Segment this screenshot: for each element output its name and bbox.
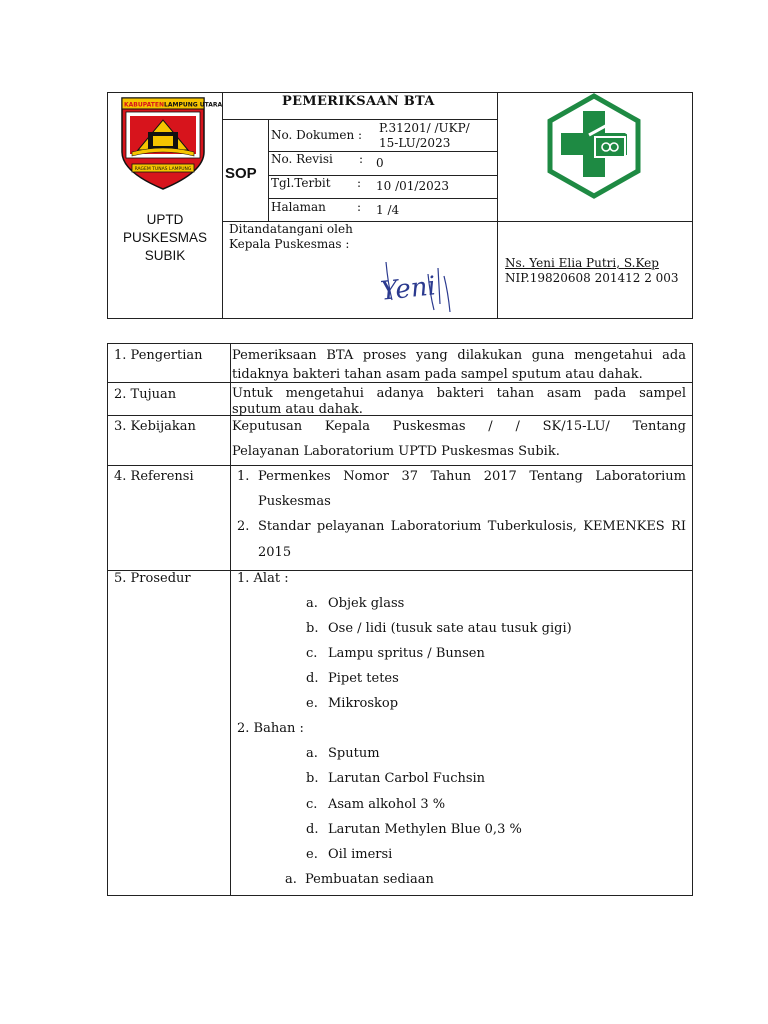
list-letter: a. bbox=[285, 872, 297, 887]
divider bbox=[230, 343, 231, 896]
bahan-title: 2. Bahan : bbox=[237, 721, 304, 736]
divider bbox=[268, 198, 498, 199]
referensi-text: 2015 bbox=[258, 545, 292, 560]
divider bbox=[497, 92, 498, 319]
divider bbox=[222, 92, 223, 319]
referensi-text: Standar pelayanan Laboratorium Tuberkulosis, KEMENKES RI bbox=[258, 519, 686, 534]
bahan-item: Oil imersi bbox=[328, 847, 393, 862]
list-letter: d. bbox=[306, 671, 319, 686]
alat-item: Mikroskop bbox=[328, 696, 399, 711]
referensi-num: 2. bbox=[237, 519, 250, 534]
list-letter: a. bbox=[306, 746, 318, 761]
section-label-pengertian: 1. Pengertian bbox=[114, 348, 203, 363]
field-sep: : bbox=[357, 176, 362, 190]
bahan-item: Larutan Methylen Blue 0,3 % bbox=[328, 822, 522, 837]
section-label-tujuan: 2. Tujuan bbox=[114, 387, 177, 402]
alat-item: Lampu spritus / Bunsen bbox=[328, 646, 485, 661]
field-value-revisi: 0 bbox=[376, 156, 384, 170]
org-name-line: PUSKESMAS bbox=[122, 230, 208, 245]
pengertian-text: Pemeriksaan BTA proses yang dilakukan guna mengetahui ada bbox=[232, 348, 686, 363]
section-label-kebijakan: 3. Kebijakan bbox=[114, 419, 196, 434]
divider bbox=[107, 465, 693, 466]
signature bbox=[378, 254, 458, 316]
org-name-line: UPTD bbox=[146, 212, 184, 227]
alat-title: 1. Alat : bbox=[237, 571, 289, 586]
field-label-revisi: No. Revisi bbox=[271, 152, 333, 166]
field-sep: : bbox=[359, 152, 364, 166]
kebijakan-text: Pelayanan Laboratorium UPTD Puskesmas Subik. bbox=[232, 444, 560, 459]
field-label-dokumen: No. Dokumen : bbox=[271, 128, 363, 142]
field-value-dokumen: P.31201/ /UKP/ bbox=[379, 121, 470, 135]
lampung-utara-logo bbox=[118, 94, 223, 192]
divider bbox=[268, 119, 269, 221]
alat-item: Ose / lidi (tusuk sate atau tusuk gigi) bbox=[328, 621, 572, 636]
signed-by-label: Ditandatangani oleh bbox=[229, 222, 353, 236]
document-title: PEMERIKSAAN BTA bbox=[282, 94, 435, 109]
list-letter: d. bbox=[306, 822, 319, 837]
logo-text-right: LAMPUNG UTARA bbox=[164, 101, 223, 109]
sop-label: SOP bbox=[225, 165, 257, 182]
signed-by-label: Kepala Puskesmas : bbox=[229, 237, 350, 251]
referensi-text: Permenkes Nomor 37 Tahun 2017 Tentang Laboratorium bbox=[258, 469, 686, 484]
list-letter: c. bbox=[306, 646, 318, 661]
field-label-halaman: Halaman bbox=[271, 200, 326, 214]
signer-name: Ns. Yeni Elia Putri, S.Kep bbox=[505, 256, 659, 270]
pembuatan-item: Pembuatan sediaan bbox=[305, 872, 434, 887]
org-name-line: SUBIK bbox=[144, 248, 186, 263]
list-letter: e. bbox=[306, 847, 318, 862]
field-label-terbit: Tgl.Terbit bbox=[271, 176, 331, 190]
field-value-terbit: 10 /01/2023 bbox=[376, 179, 449, 193]
list-letter: e. bbox=[306, 696, 318, 711]
signer-nip: NIP.19820608 201412 2 003 bbox=[505, 271, 679, 285]
bahan-item: Sputum bbox=[328, 746, 380, 761]
section-label-prosedur: 5. Prosedur bbox=[114, 571, 191, 586]
field-value-halaman: 1 /4 bbox=[376, 203, 400, 217]
bahan-item: Larutan Carbol Fuchsin bbox=[328, 771, 486, 786]
logo-text-left: KABUPATEN bbox=[124, 101, 164, 109]
divider bbox=[107, 570, 693, 571]
tujuan-text: Untuk mengetahui adanya bakteri tahan asam pada sampel bbox=[232, 386, 686, 401]
field-sep: : bbox=[357, 200, 362, 214]
section-label-referensi: 4. Referensi bbox=[114, 469, 194, 484]
list-letter: a. bbox=[306, 596, 318, 611]
list-letter: c. bbox=[306, 797, 318, 812]
referensi-text: Puskesmas bbox=[258, 494, 331, 509]
divider bbox=[222, 119, 498, 120]
field-value-dokumen: 15-LU/2023 bbox=[379, 136, 451, 150]
alat-item: Pipet tetes bbox=[328, 671, 399, 686]
alat-item: Objek glass bbox=[328, 596, 405, 611]
list-letter: b. bbox=[306, 771, 319, 786]
signature-text: Yeni bbox=[379, 271, 438, 307]
bahan-item: Asam alkohol 3 % bbox=[328, 797, 446, 812]
pengertian-text: tidaknya bakteri tahan asam pada sampel sputum atau dahak. bbox=[232, 367, 643, 382]
list-letter: b. bbox=[306, 621, 319, 636]
divider bbox=[107, 415, 693, 416]
kebijakan-text: Keputusan Kepala Puskesmas / / SK/15-LU/ Tentang bbox=[232, 419, 686, 434]
referensi-num: 1. bbox=[237, 469, 250, 484]
puskesmas-logo bbox=[545, 93, 643, 199]
org-name bbox=[109, 211, 221, 265]
tujuan-text: sputum atau dahak. bbox=[232, 402, 363, 417]
logo-banner-text: RAGEM TUNAS LAMPUNG bbox=[134, 167, 192, 172]
